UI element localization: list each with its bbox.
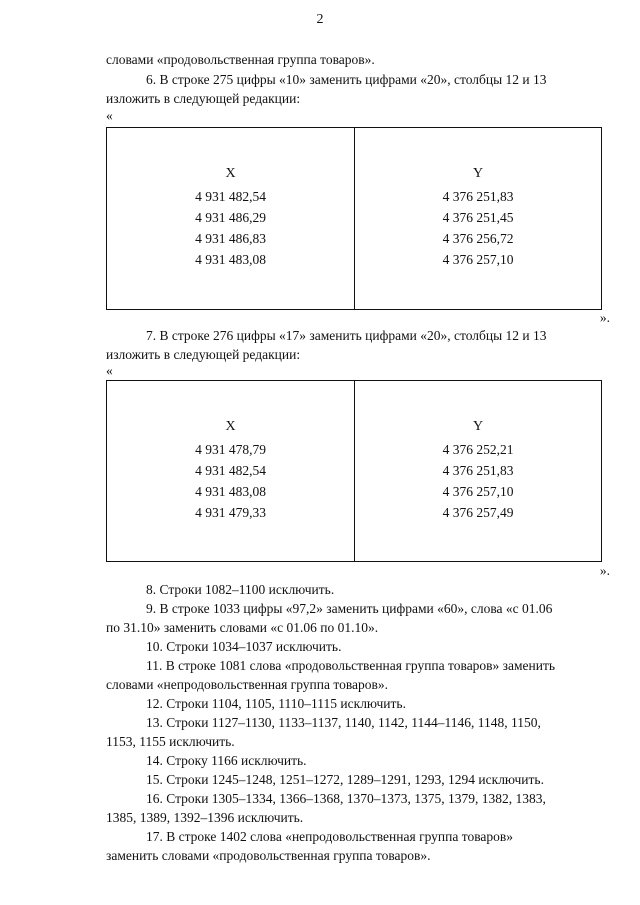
x-cell: 4 931 478,79 — [195, 442, 266, 457]
y-header: Y — [472, 166, 484, 181]
open-quote: « — [106, 108, 113, 123]
x-column — [107, 381, 354, 561]
coordinates-table-2 — [106, 380, 602, 562]
x-cell: 4 931 482,54 — [195, 189, 266, 204]
open-quote: « — [106, 363, 113, 378]
y-cell: 4 376 257,10 — [442, 484, 514, 499]
close-quote: ». — [599, 563, 610, 578]
text-line: 11. В строке 1081 слова «продовольственная группа товаров» заменить — [146, 658, 556, 673]
x-cell: 4 931 482,54 — [195, 463, 266, 478]
x-column — [107, 128, 354, 309]
y-cell: 4 376 257,10 — [442, 252, 514, 267]
y-cell: 4 376 257,49 — [442, 505, 514, 520]
x-cell: 4 931 479,33 — [195, 505, 266, 520]
text-line: 15. Строки 1245–1248, 1251–1272, 1289–1291, 1293, 1294 исключить. — [146, 772, 544, 787]
text-line: 6. В строке 275 цифры «10» заменить цифрами «20», столбцы 12 и 13 — [146, 72, 547, 87]
text-line: 14. Строку 1166 исключить. — [146, 753, 307, 768]
x-cell: 4 931 483,08 — [195, 252, 266, 267]
text-line: 12. Строки 1104, 1105, 1110–1115 исключить. — [146, 696, 406, 711]
text-line: изложить в следующей редакции: — [106, 347, 301, 362]
page-number: 2 — [316, 12, 324, 27]
text-line: словами «продовольственная группа товаров». — [106, 52, 375, 67]
x-cell: 4 931 486,83 — [195, 231, 266, 246]
y-cell: 4 376 251,83 — [442, 463, 514, 478]
y-cell: 4 376 251,83 — [442, 189, 514, 204]
text-line: 16. Строки 1305–1334, 1366–1368, 1370–1373, 1375, 1379, 1382, 1383, — [146, 791, 546, 806]
text-line: 13. Строки 1127–1130, 1133–1137, 1140, 1142, 1144–1146, 1148, 1150, — [146, 715, 541, 730]
coordinates-table-1 — [106, 127, 602, 310]
text-line: заменить словами «продовольственная группа товаров». — [106, 848, 431, 863]
y-cell: 4 376 256,72 — [442, 231, 514, 246]
text-line: по 31.10» заменить словами «с 01.06 по 01.10». — [106, 620, 379, 635]
x-cell: 4 931 483,08 — [195, 484, 266, 499]
text-line: 9. В строке 1033 цифры «97,2» заменить цифрами «60», слова «с 01.06 — [146, 601, 553, 616]
text-line: изложить в следующей редакции: — [106, 91, 301, 106]
y-cell: 4 376 252,21 — [442, 442, 514, 457]
text-line: 10. Строки 1034–1037 исключить. — [146, 639, 342, 654]
text-line: 1153, 1155 исключить. — [106, 734, 235, 749]
y-cell: 4 376 251,45 — [442, 210, 514, 225]
y-column — [354, 128, 601, 309]
y-column — [354, 381, 601, 561]
text-line: 1385, 1389, 1392–1396 исключить. — [106, 810, 304, 825]
x-header: X — [225, 419, 236, 434]
y-header: Y — [472, 419, 484, 434]
text-line: 7. В строке 276 цифры «17» заменить цифрами «20», столбцы 12 и 13 — [146, 328, 547, 343]
x-cell: 4 931 486,29 — [195, 210, 266, 225]
x-header: X — [225, 166, 236, 181]
text-line: 17. В строке 1402 слова «непродовольственная группа товаров» — [146, 829, 514, 844]
text-line: словами «непродовольственная группа товаров». — [106, 677, 389, 692]
close-quote: ». — [599, 310, 610, 325]
text-line: 8. Строки 1082–1100 исключить. — [146, 582, 335, 597]
